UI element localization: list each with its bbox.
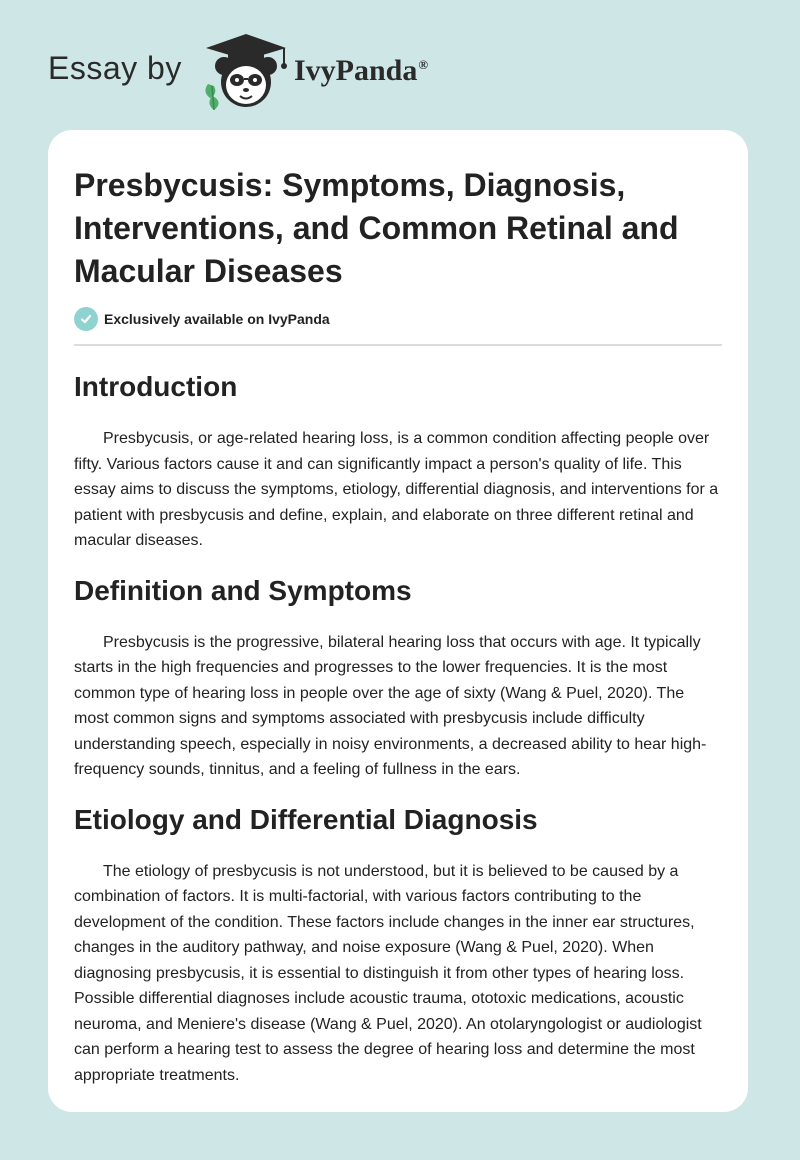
exclusive-badge <box>74 307 722 331</box>
section-heading: Etiology and Differential Diagnosis <box>74 803 538 835</box>
section-paragraph: Presbycusis is the progressive, bilateral hearing loss that occurs with age. It typically starts in the high frequencies and progresses to the lower frequencies. It is the most common type of hearing loss in people over the age of sixty (Wang & Puel, 2020). The most common signs and symptoms associated with presbycusis include difficulty understanding speech, especially in noisy environments, a decreased ability to hear high-frequency sounds, tinnitus, and a feeling of fullness in the ears. <box>74 633 707 778</box>
essay-card <box>48 130 748 1112</box>
check-circle-icon <box>74 307 98 331</box>
title-divider <box>74 344 722 346</box>
section-paragraph: Presbycusis, or age-related hearing loss, is a common condition affecting people over fifty. Various factors cause it and can significantly impact a person's quality of life. This essay aims to discuss the symptoms, etiology, differential diagnosis, and interventions for a patient with presbycusis and define, explain, and elaborate on three different retinal and macular diseases. <box>74 430 719 549</box>
exclusive-badge-text: Exclusively available on IvyPanda <box>104 311 330 327</box>
essay-title: Presbycusis: Symptoms, Diagnosis, Interventions, and Common Retinal and Macular Diseases <box>74 167 679 289</box>
registered-mark: ® <box>418 57 429 72</box>
section-heading: Introduction <box>74 371 238 402</box>
panda-logo-icon[interactable] <box>200 30 292 112</box>
section-paragraph: The etiology of presbycusis is not understood, but it is believed to be caused by a combination of factors. It is multi-factorial, with various factors contributing to the development of the condition. These factors include changes in the inner ear structures, changes in the auditory pathway, and noise exposure (Wang & Puel, 2020). When diagnosing presbycusis, it is essential to distinguish it from other types of hearing loss. Possible differential diagnoses include acoustic trauma, ototoxic medications, acoustic neuroma, and Meniere's disease (Wang & Puel, 2020). An otolaryngologist or audiologist can perform a hearing test to assess the degree of hearing loss and determine the most appropriate treatments. <box>74 862 702 1084</box>
section-introduction <box>74 370 722 554</box>
section-definition-symptoms <box>74 574 722 783</box>
brand-name[interactable]: IvyPanda® <box>294 54 429 87</box>
section-etiology-diagnosis <box>74 803 722 1089</box>
section-heading: Definition and Symptoms <box>74 574 412 606</box>
brand-prefix: Essay by <box>48 50 182 86</box>
site-header <box>0 0 800 130</box>
